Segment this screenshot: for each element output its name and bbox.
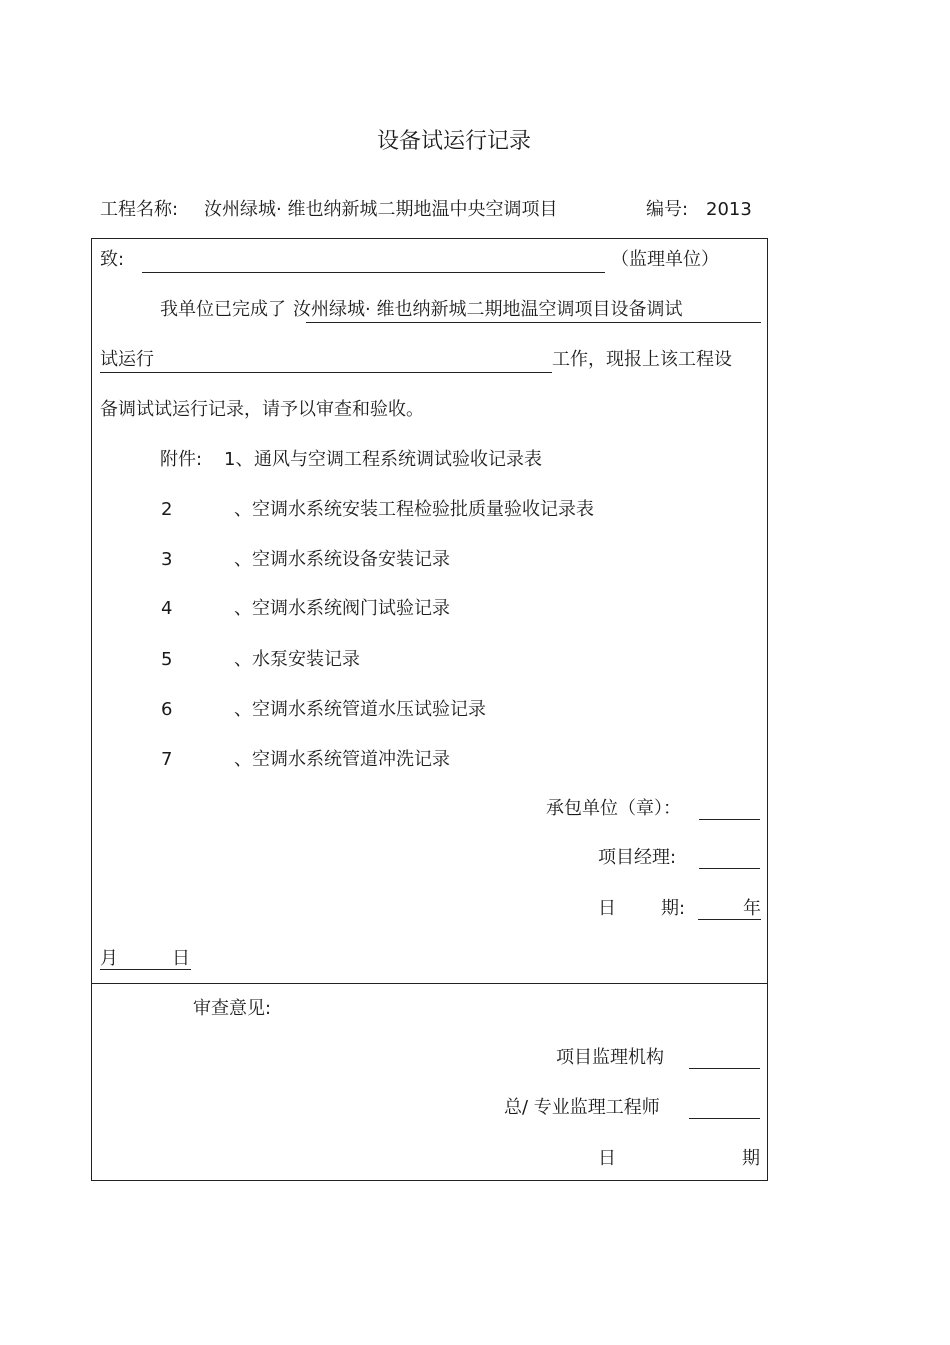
addressee-label: 致: — [100, 249, 125, 270]
review-opinion-label: 审查意见: — [193, 998, 272, 1019]
attachment-6-text: 、空调水系统管道水压试验记录 — [234, 699, 486, 720]
attachment-4-number: 4 — [161, 598, 173, 619]
contractor-date-line — [698, 919, 761, 920]
supervising-engineer-line — [689, 1118, 760, 1119]
review-date-char-qi: 期 — [742, 1148, 760, 1169]
attachment-1-number: 1、 — [224, 449, 254, 470]
work-statement-text: 工作，现报上该工程设 — [552, 349, 732, 370]
contractor-date-day: 日 — [172, 948, 190, 969]
contractor-unit-line — [699, 819, 760, 820]
document-title: 设备试运行记录 — [377, 129, 532, 154]
attachment-1-text: 通风与空调工程系统调试验收记录表 — [254, 449, 542, 470]
record-number-label: 编号: — [646, 199, 689, 220]
intro-text: 我单位已完成了 — [160, 299, 286, 320]
review-request-text: 备调试试运行记录，请予以审查和验收。 — [100, 399, 424, 420]
contractor-date-char-ri: 日 — [598, 898, 616, 919]
attachment-5-text: 、水泵安装记录 — [234, 649, 360, 670]
attachment-5-number: 5 — [161, 649, 173, 670]
attachment-3-text: 、空调水系统设备安装记录 — [234, 549, 450, 570]
project-manager-label: 项目经理: — [598, 847, 677, 868]
work-name-underline — [306, 322, 761, 323]
supervision-org-line — [689, 1068, 760, 1069]
contractor-date-year: 年 — [743, 898, 761, 919]
project-name-value: 汝州绿城· 维也纳新城二期地温中央空调项目 — [204, 199, 558, 220]
project-name-label: 工程名称: — [100, 199, 179, 220]
addressee-fill-line — [142, 272, 605, 273]
attachment-4-text: 、空调水系统阀门试验记录 — [234, 598, 450, 619]
review-date-char-ri: 日 — [598, 1148, 616, 1169]
supervision-unit-label: （监理单位） — [611, 249, 719, 270]
work-name-continued: 试运行 — [100, 349, 154, 370]
attachment-7-text: 、空调水系统管道冲洗记录 — [234, 749, 450, 770]
supervising-engineer-label: 总/ 专业监理工程师 — [504, 1097, 660, 1118]
attachment-2-text: 、空调水系统安装工程检验批质量验收记录表 — [234, 499, 594, 520]
attachment-6-number: 6 — [161, 699, 173, 720]
work-name-text: 汝州绿城· 维也纳新城二期地温空调项目设备调试 — [293, 299, 683, 320]
section-divider — [91, 983, 768, 984]
attachment-2-number: 2 — [161, 499, 173, 520]
contractor-date-month: 月 — [100, 948, 118, 969]
attachment-3-number: 3 — [161, 549, 173, 570]
contractor-date-char-qi: 期: — [661, 898, 686, 919]
supervision-org-label: 项目监理机构 — [556, 1047, 664, 1068]
attachments-label: 附件: — [160, 449, 203, 470]
contractor-unit-label: 承包单位（章）： — [546, 798, 681, 819]
contractor-date-month-line — [100, 969, 191, 970]
record-number-value: 2013 — [706, 199, 752, 220]
work-name-underline-2 — [100, 372, 552, 373]
project-manager-line — [699, 868, 760, 869]
attachment-7-number: 7 — [161, 749, 173, 770]
